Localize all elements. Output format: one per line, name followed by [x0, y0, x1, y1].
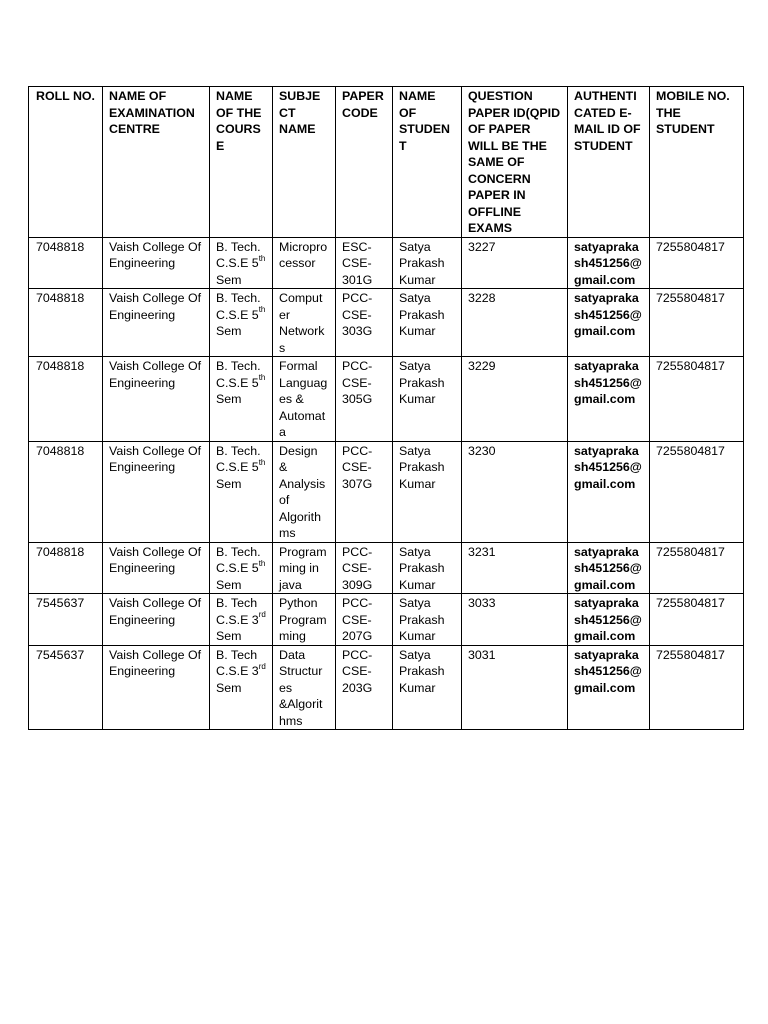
cell-mobile: 7255804817: [650, 594, 744, 646]
course-tail: Sem: [216, 629, 242, 643]
cell-exam-centre: Vaish College Of Engineering: [103, 645, 210, 730]
cell-subject: Formal Languages & Automata: [273, 357, 336, 442]
course-ordinal: th: [258, 305, 266, 315]
cell-email: satyaprakash451256@gmail.com: [568, 542, 650, 594]
cell-course: [210, 645, 273, 730]
header-email: AUTHENTICATED E-MAIL ID OF STUDENT: [568, 87, 650, 238]
cell-email: satyaprakash451256@gmail.com: [568, 441, 650, 542]
cell-mobile: 7255804817: [650, 357, 744, 442]
table-row: [29, 441, 744, 542]
cell-paper-code: PCC-CSE-203G: [336, 645, 393, 730]
table-row: [29, 237, 744, 289]
course-tail: Sem: [216, 577, 242, 592]
cell-qpid: 3229: [462, 357, 568, 442]
cell-roll-no: 7545637: [29, 645, 103, 730]
cell-mobile: 7255804817: [650, 289, 744, 357]
cell-qpid: 3031: [462, 645, 568, 730]
cell-exam-centre: Vaish College Of Engineering: [103, 357, 210, 442]
cell-roll-no: 7048818: [29, 441, 103, 542]
course-main: B. Tech C.S.E 3: [216, 647, 259, 678]
cell-email: satyaprakash451256@gmail.com: [568, 357, 650, 442]
cell-subject: Python Programming: [273, 594, 336, 646]
cell-subject: Design & Analysis of Algorithms: [273, 441, 336, 542]
cell-exam-centre: Vaish College Of Engineering: [103, 289, 210, 357]
header-subject: SUBJECT NAME: [273, 87, 336, 238]
cell-mobile: 7255804817: [650, 441, 744, 542]
course-ordinal: th: [258, 558, 266, 568]
cell-course: [210, 441, 273, 542]
header-mobile: MOBILE NO. THE STUDENT: [650, 87, 744, 238]
cell-exam-centre: Vaish College Of Engineering: [103, 542, 210, 594]
course-main: B. Tech. C.S.E 5: [216, 239, 261, 270]
cell-subject: Computer Networks: [273, 289, 336, 357]
cell-paper-code: PCC-CSE-305G: [336, 357, 393, 442]
cell-course: [210, 594, 273, 646]
course-main: B. Tech. C.S.E 5: [216, 291, 261, 322]
cell-email: satyaprakash451256@gmail.com: [568, 289, 650, 357]
cell-student-name: Satya Prakash Kumar: [393, 357, 462, 442]
table-row: [29, 289, 744, 357]
course-ordinal: th: [258, 253, 266, 263]
cell-qpid: 3227: [462, 237, 568, 289]
table-row: [29, 357, 744, 442]
cell-subject: Microprocessor: [273, 237, 336, 289]
course-ordinal: rd: [258, 610, 266, 620]
cell-exam-centre: Vaish College Of Engineering: [103, 594, 210, 646]
cell-qpid: 3230: [462, 441, 568, 542]
cell-roll-no: 7048818: [29, 237, 103, 289]
header-exam-centre: NAME OF EXAMINATION CENTRE: [103, 87, 210, 238]
course-tail: Sem: [216, 392, 242, 406]
cell-paper-code: ESC-CSE-301G: [336, 237, 393, 289]
header-paper-code: PAPER CODE: [336, 87, 393, 238]
cell-email: satyaprakash451256@gmail.com: [568, 237, 650, 289]
exam-details-table: [28, 86, 744, 730]
course-tail: Sem: [216, 476, 242, 491]
header-qpid: QUESTION PAPER ID(QPID OF PAPER WILL BE THE SAME OF CONCERN PAPER IN OFFLINE EXAMS: [462, 87, 568, 238]
course-ordinal: rd: [258, 661, 266, 671]
cell-mobile: 7255804817: [650, 645, 744, 730]
header-roll-no: ROLL NO.: [29, 87, 103, 238]
cell-paper-code: PCC-CSE-303G: [336, 289, 393, 357]
cell-student-name: Satya Prakash Kumar: [393, 645, 462, 730]
cell-exam-centre: Vaish College Of Engineering: [103, 237, 210, 289]
table-row: [29, 645, 744, 730]
course-tail: Sem: [216, 680, 242, 695]
cell-student-name: Satya Prakash Kumar: [393, 441, 462, 542]
cell-roll-no: 7048818: [29, 542, 103, 594]
table-header-row: [29, 87, 744, 238]
cell-subject: Programming in java: [273, 542, 336, 594]
cell-roll-no: 7048818: [29, 289, 103, 357]
header-student-name: NAME OF STUDENT: [393, 87, 462, 238]
cell-student-name: Satya Prakash Kumar: [393, 289, 462, 357]
cell-subject: Data Structures &Algorithms: [273, 645, 336, 730]
course-main: B. Tech. C.S.E 5: [216, 359, 261, 390]
cell-qpid: 3231: [462, 542, 568, 594]
cell-course: [210, 542, 273, 594]
table-row: [29, 542, 744, 594]
course-tail: Sem: [216, 324, 242, 338]
cell-course: [210, 289, 273, 357]
cell-course: [210, 237, 273, 289]
cell-exam-centre: Vaish College Of Engineering: [103, 441, 210, 542]
cell-email: satyaprakash451256@gmail.com: [568, 645, 650, 730]
cell-paper-code: PCC-CSE-309G: [336, 542, 393, 594]
cell-paper-code: PCC-CSE-307G: [336, 441, 393, 542]
cell-student-name: Satya Prakash Kumar: [393, 594, 462, 646]
cell-course: [210, 357, 273, 442]
table-row: [29, 594, 744, 646]
course-main: B. Tech. C.S.E 5: [216, 544, 261, 575]
cell-roll-no: 7048818: [29, 357, 103, 442]
cell-student-name: Satya Prakash Kumar: [393, 542, 462, 594]
course-tail: Sem: [216, 272, 242, 287]
cell-qpid: 3033: [462, 594, 568, 646]
course-ordinal: th: [258, 373, 266, 383]
cell-roll-no: 7545637: [29, 594, 103, 646]
cell-student-name: Satya Prakash Kumar: [393, 237, 462, 289]
course-main: B. Tech C.S.E 3: [216, 596, 259, 627]
cell-paper-code: PCC-CSE-207G: [336, 594, 393, 646]
cell-mobile: 7255804817: [650, 542, 744, 594]
course-ordinal: th: [258, 457, 266, 467]
cell-qpid: 3228: [462, 289, 568, 357]
header-course: NAME OF THE COURSE: [210, 87, 273, 238]
cell-email: satyaprakash451256@gmail.com: [568, 594, 650, 646]
cell-mobile: 7255804817: [650, 237, 744, 289]
course-main: B. Tech. C.S.E 5: [216, 443, 261, 474]
